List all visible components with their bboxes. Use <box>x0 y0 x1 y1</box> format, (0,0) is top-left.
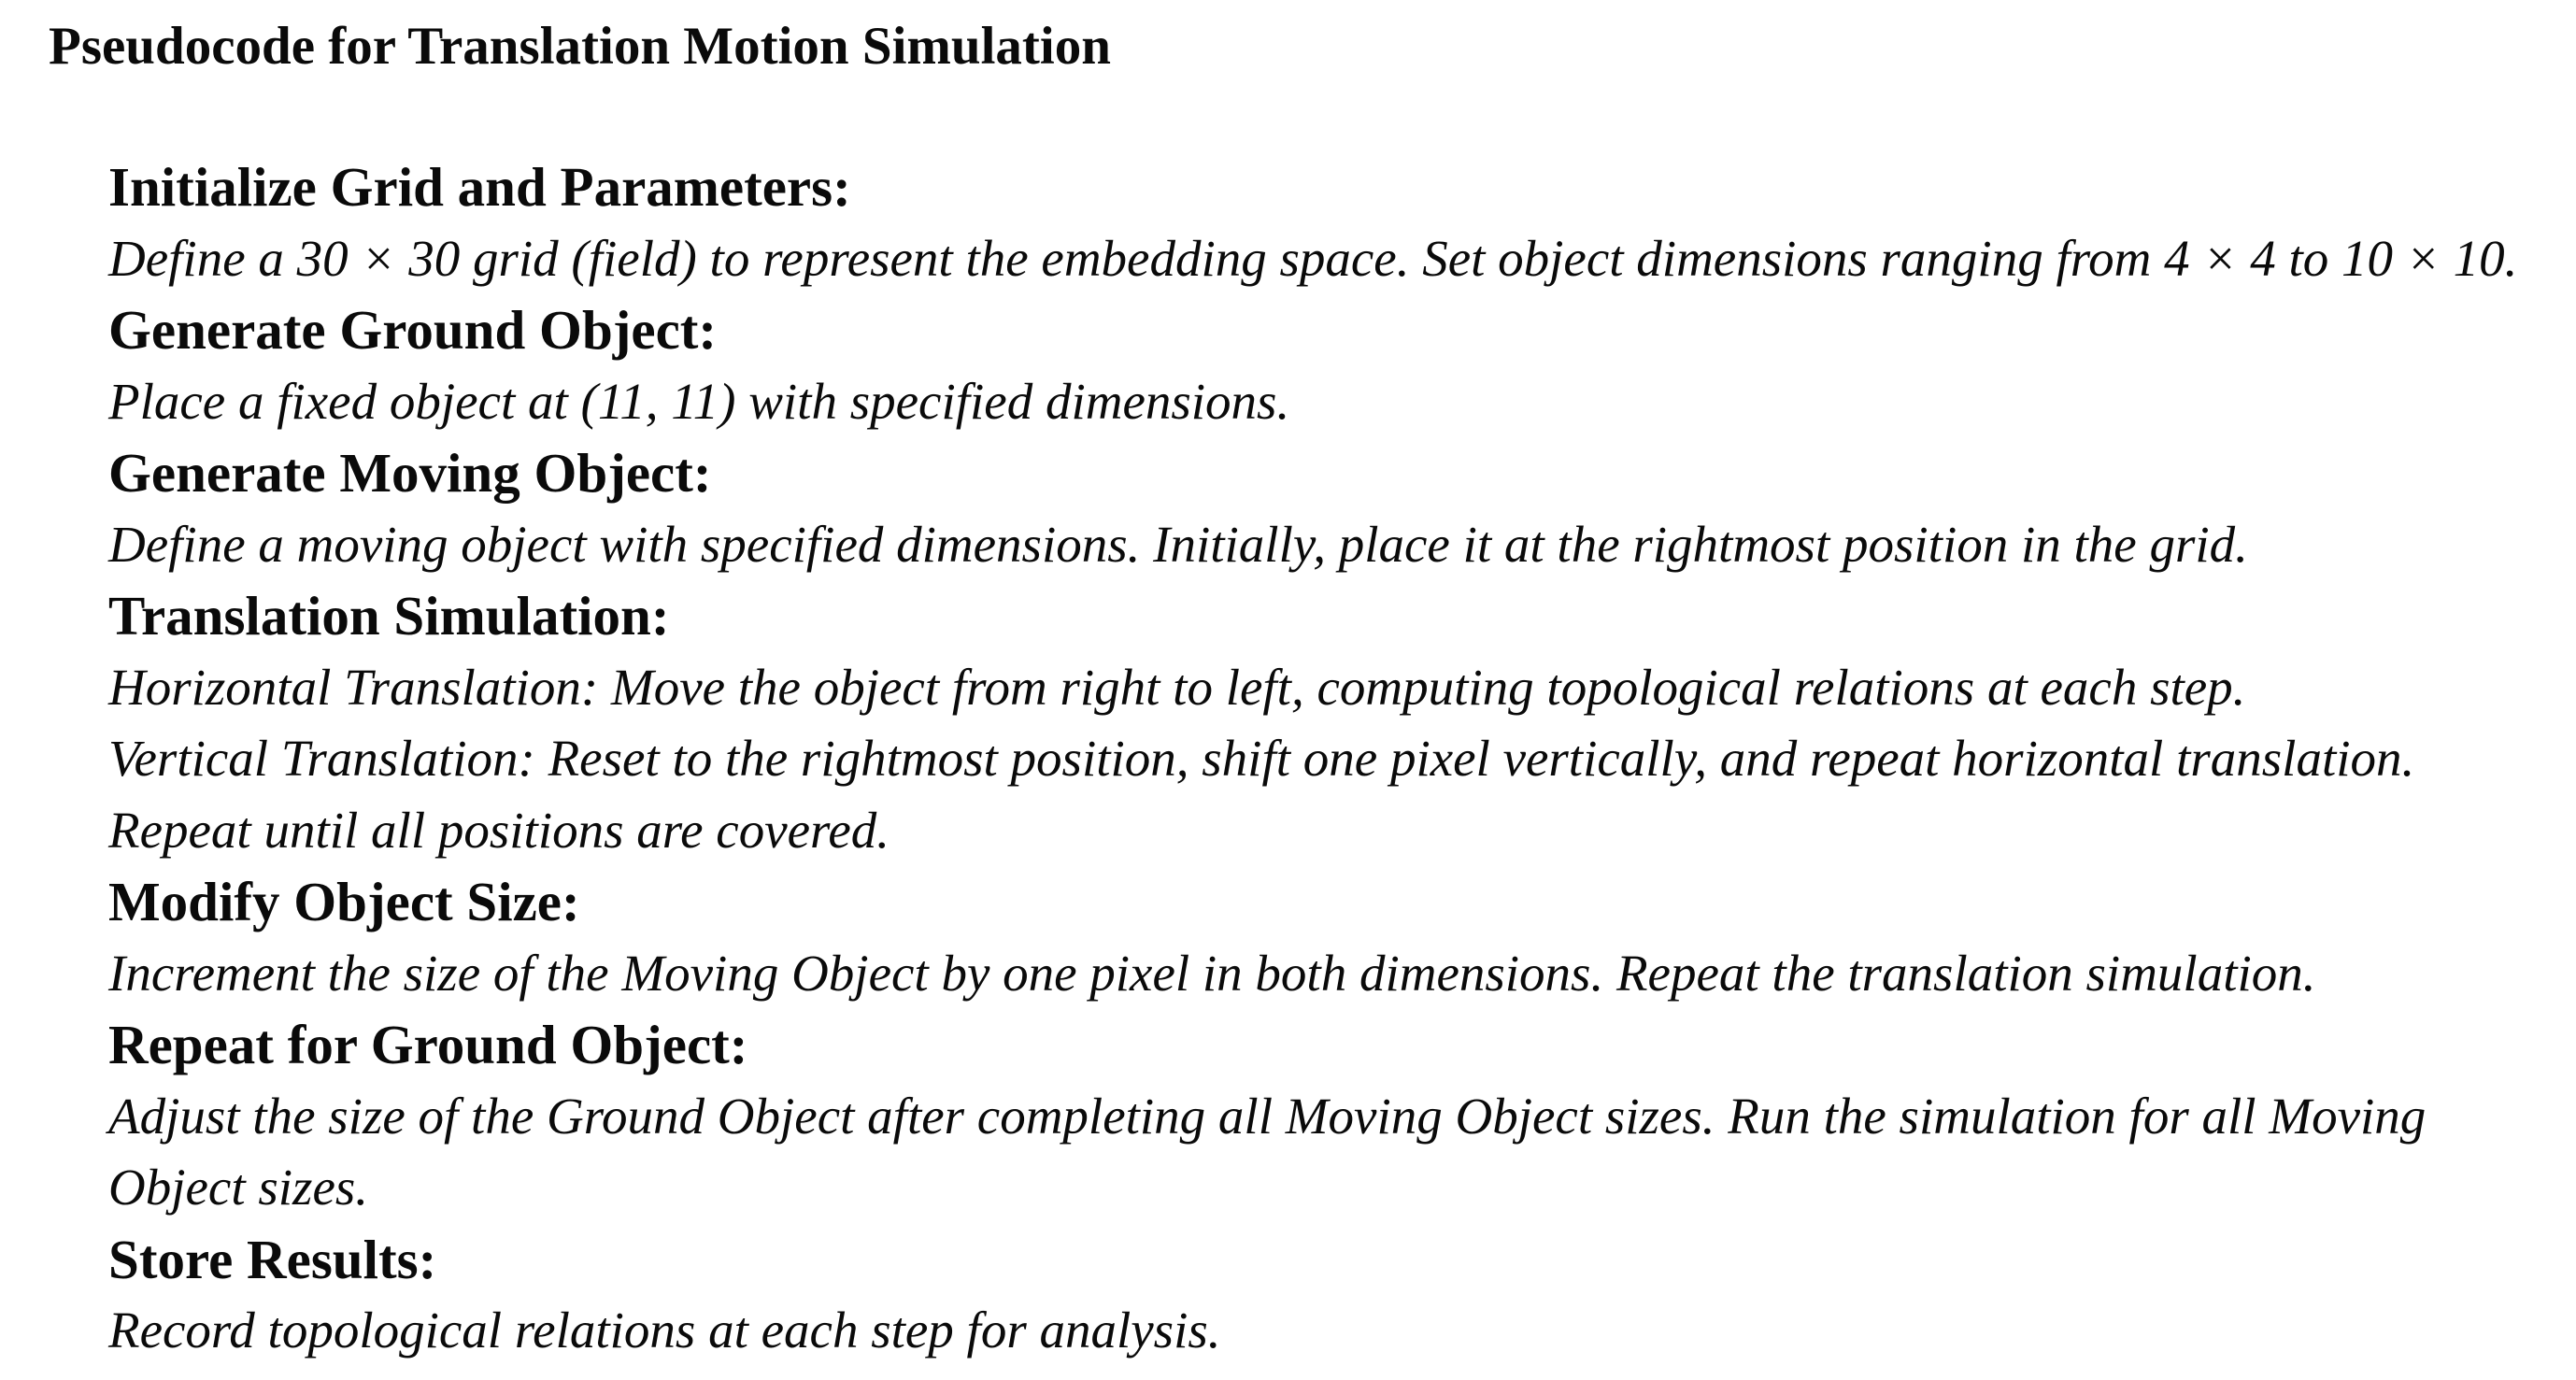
step-generate-moving-object <box>108 437 2566 580</box>
step-description-vertical: Vertical Translation: Reset to the rightmost position, shift one pixel vertically, and repeat horizontal translation. <box>108 730 2415 787</box>
step-heading: Translation Simulation: <box>108 585 670 647</box>
step-description: Record topological relations at each step for analysis. <box>108 1302 1221 1359</box>
step-heading: Generate Ground Object: <box>108 299 718 361</box>
step-description: Define a moving object with specified dimensions. Initially, place it at the rightmost position in the grid. <box>108 515 2248 573</box>
step-description: Adjust the size of the Ground Object after completing all Moving Object sizes. Run the simulation for all Moving Object sizes. <box>108 1087 2427 1216</box>
step-initialize-grid <box>108 151 2566 294</box>
step-description: Increment the size of the Moving Object by one pixel in both dimensions. Repeat the translation simulation. <box>108 944 2316 1002</box>
step-heading: Initialize Grid and Parameters: <box>108 156 851 218</box>
step-description-repeat: Repeat until all positions are covered. <box>108 801 890 859</box>
step-description-horizontal: Horizontal Translation: Move the object from right to left, computing topological relations at each step. <box>108 658 2246 716</box>
step-heading: Store Results: <box>108 1228 437 1290</box>
step-heading: Repeat for Ground Object: <box>108 1014 748 1075</box>
step-heading: Generate Moving Object: <box>108 442 712 504</box>
pseudocode-steps <box>108 151 2566 1367</box>
document-title: Pseudocode for Translation Motion Simulation <box>49 17 1111 76</box>
step-heading: Modify Object Size: <box>108 871 580 932</box>
step-description: Place a fixed object at (11, 11) with specified dimensions. <box>108 372 1290 430</box>
step-generate-ground-object <box>108 294 2566 437</box>
step-modify-object-size <box>108 866 2566 1009</box>
step-translation-simulation <box>108 580 2566 866</box>
step-store-results <box>108 1224 2566 1367</box>
step-description: Define a 30 × 30 grid (field) to represent the embedding space. Set object dimensions ranging from 4 × 4 to 10 × 10. <box>108 229 2518 287</box>
step-repeat-ground-object <box>108 1009 2566 1224</box>
